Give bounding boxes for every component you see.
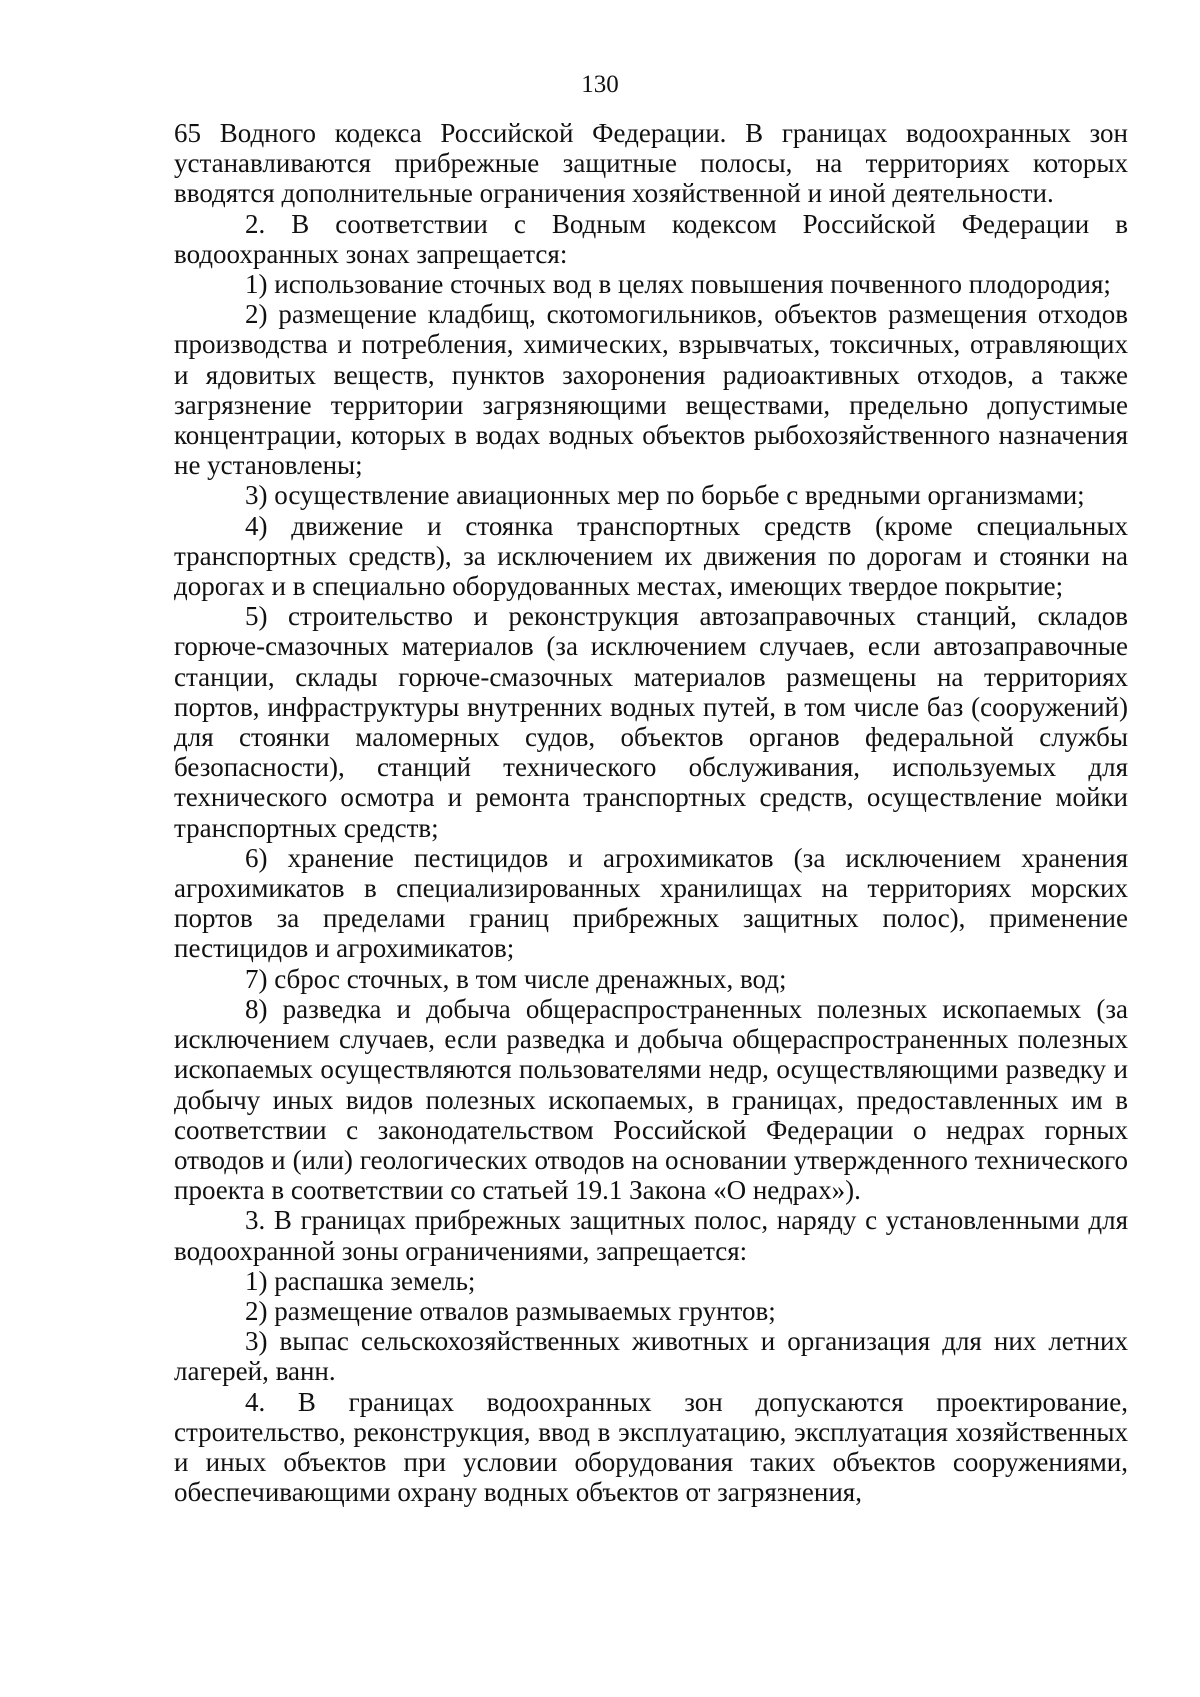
list-item-3-1: 1) распашка земель; — [245, 1265, 476, 1296]
list-item-2-2: 2) размещение кладбищ, скотомогильников, объектов размещения отходов производства и потребления, химических, взрывчатых, токсичных, отравляющих и ядовитых веществ, пунктов захоронения радиоактивных отходов, а также загрязнение территории загрязняющими веществами, предельно допустимые концентрации, которых в водах водных объектов рыбохозяйственного назначения не установлены; — [174, 299, 1128, 481]
page-number: 130 — [581, 71, 619, 98]
list-item-2-4: 4) движение и стоянка транспортных средств (кроме специальных транспортных средств), за исключением их движения по дорогам и стоянки на дорогах и в специально оборудованных местах, имеющих твердое покрытие; — [174, 510, 1128, 602]
list-item-3-3: 3) выпас сельскохозяйственных животных и организация для них летних лагерей, ванн. — [174, 1326, 1128, 1387]
list-item-3-2: 2) размещение отвалов размываемых грунтов; — [245, 1295, 776, 1326]
list-item-2-7: 7) сброс сточных, в том числе дренажных, вод; — [245, 963, 787, 994]
paragraph-continuation: 65 Водного кодекса Российской Федерации. В границах водоохранных зон устанавливаются прибрежные защитные полосы, на территориях которых вводятся дополнительные ограничения хозяйственной и иной деятельности. — [174, 118, 1128, 209]
list-item-2-8: 8) разведка и добыча общераспространенных полезных ископаемых (за исключением случаев, если разведка и добыча общераспространенных полезных ископаемых осуществляются пользователями недр, осуществляющими разведку и добычу иных видов полезных ископаемых, в границах, предоставленных им в соответствии с законодательством Российской Федерации о недрах горных отводов и (или) геологических отводов на основании утвержденного технического проекта в соответствии со статьей 19.1 Закона «О недрах»). — [174, 993, 1128, 1206]
paragraph-section-3: 3. В границах прибрежных защитных полос, наряду с установленными для водоохранной зоны ограничениями, запрещается: — [174, 1205, 1128, 1266]
document-body — [174, 118, 1128, 1507]
paragraph-section-4: 4. В границах водоохранных зон допускаются проектирование, строительство, реконструкция, ввод в эксплуатацию, эксплуатация хозяйственных и иных объектов при условии оборудования таких объектов сооружениями, обеспечивающими охрану водных объектов от загрязнения, — [174, 1386, 1128, 1508]
list-item-2-1: 1) использование сточных вод в целях повышения почвенного плодородия; — [245, 269, 1111, 300]
list-item-2-5: 5) строительство и реконструкция автозаправочных станций, складов горюче-смазочных материалов (за исключением случаев, если автозаправочные станции, склады горюче-смазочных материалов размещены на территориях портов, инфраструктуры внутренних водных путей, в том числе баз (сооружений) для стоянки маломерных судов, объектов органов федеральной службы безопасности), станций технического обслуживания, используемых для технического осмотра и ремонта транспортных средств, осуществление мойки транспортных средств; — [174, 601, 1128, 843]
list-item-2-3: 3) осуществление авиационных мер по борьбе с вредными организмами; — [245, 480, 1085, 511]
paragraph-section-2: 2. В соответствии с Водным кодексом Российской Федерации в водоохранных зонах запрещается: — [174, 208, 1128, 269]
list-item-2-6: 6) хранение пестицидов и агрохимикатов (за исключением хранения агрохимикатов в специализированных хранилищах на территориях морских портов за пределами границ прибрежных защитных полос), применение пестицидов и агрохимикатов; — [174, 842, 1128, 964]
